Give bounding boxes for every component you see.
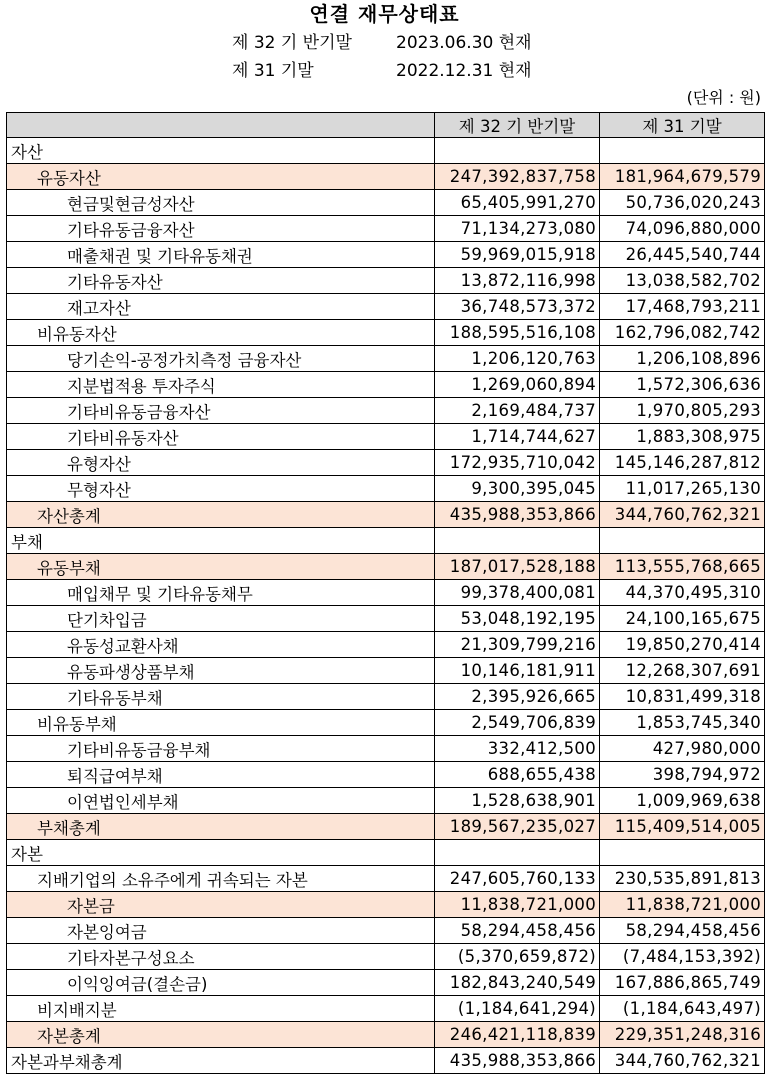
current-period-value: 435,988,353,866 — [435, 1048, 600, 1074]
previous-period-value: 1,206,108,896 — [600, 346, 765, 372]
row-label: 유동성교환사채 — [7, 632, 435, 658]
previous-period-value: 26,445,540,744 — [600, 242, 765, 268]
table-row — [7, 1022, 765, 1048]
table-row — [7, 1048, 765, 1074]
row-label: 기타비유동금융자산 — [7, 398, 435, 424]
previous-period-value: (7,484,153,392) — [600, 944, 765, 970]
previous-period-value: 113,555,768,665 — [600, 554, 765, 580]
previous-period-value — [600, 840, 765, 866]
table-row — [7, 866, 765, 892]
current-period-value: 247,392,837,758 — [435, 164, 600, 190]
table-row — [7, 684, 765, 710]
period-current: 제 32 기 반기말 — [232, 33, 352, 53]
previous-period-value: 398,794,972 — [600, 762, 765, 788]
table-row — [7, 814, 765, 840]
table-row — [7, 788, 765, 814]
previous-period-value — [600, 138, 765, 164]
previous-period-value: 167,886,865,749 — [600, 970, 765, 996]
row-label: 자본잉여금 — [7, 918, 435, 944]
row-label: 기타유동부채 — [7, 684, 435, 710]
row-label: 지배기업의 소유주에게 귀속되는 자본 — [7, 866, 435, 892]
balance-sheet-table — [6, 112, 765, 1074]
table-row — [7, 710, 765, 736]
row-label: 당기손익-공정가치측정 금융자산 — [7, 346, 435, 372]
current-period-value: 2,549,706,839 — [435, 710, 600, 736]
table-row — [7, 320, 765, 346]
previous-period-value — [600, 528, 765, 554]
row-label: 유동파생상품부채 — [7, 658, 435, 684]
previous-period-value: 162,796,082,742 — [600, 320, 765, 346]
previous-period-value: 44,370,495,310 — [600, 580, 765, 606]
table-row — [7, 190, 765, 216]
previous-period-value: 13,038,582,702 — [600, 268, 765, 294]
current-period-value: 172,935,710,042 — [435, 450, 600, 476]
row-label: 현금및현금성자산 — [7, 190, 435, 216]
previous-period-value: 19,850,270,414 — [600, 632, 765, 658]
current-period-value: 21,309,799,216 — [435, 632, 600, 658]
table-row — [7, 944, 765, 970]
header-previous-period: 제 31 기말 — [600, 113, 765, 138]
table-row — [7, 528, 765, 554]
previous-period-value: 181,964,679,579 — [600, 164, 765, 190]
table-row — [7, 840, 765, 866]
row-label: 매입채무 및 기타유동채무 — [7, 580, 435, 606]
current-period-value: 435,988,353,866 — [435, 502, 600, 528]
previous-period-value: 1,883,308,975 — [600, 424, 765, 450]
previous-period-value: 11,017,265,130 — [600, 476, 765, 502]
current-period-value: 1,206,120,763 — [435, 346, 600, 372]
table-row — [7, 736, 765, 762]
current-period-value: 13,872,116,998 — [435, 268, 600, 294]
current-period-value: 189,567,235,027 — [435, 814, 600, 840]
current-period-value: (1,184,641,294) — [435, 996, 600, 1022]
table-body — [7, 138, 765, 1074]
table-row — [7, 580, 765, 606]
current-period-value: 71,134,273,080 — [435, 216, 600, 242]
row-label: 자산총계 — [7, 502, 435, 528]
previous-period-value: 1,853,745,340 — [600, 710, 765, 736]
previous-period-value: 1,970,805,293 — [600, 398, 765, 424]
row-label: 이익잉여금(결손금) — [7, 970, 435, 996]
current-period-value: (5,370,659,872) — [435, 944, 600, 970]
date-previous: 2022.12.31 현재 — [396, 61, 532, 81]
current-period-value: 1,269,060,894 — [435, 372, 600, 398]
table-row — [7, 450, 765, 476]
row-label: 유동자산 — [7, 164, 435, 190]
row-label: 부채총계 — [7, 814, 435, 840]
row-label: 자본 — [7, 840, 435, 866]
previous-period-value: 427,980,000 — [600, 736, 765, 762]
previous-period-value: 11,838,721,000 — [600, 892, 765, 918]
current-period-value: 1,714,744,627 — [435, 424, 600, 450]
table-row — [7, 892, 765, 918]
row-label: 자본금 — [7, 892, 435, 918]
row-label: 기타유동금융자산 — [7, 216, 435, 242]
previous-period-value: 58,294,458,456 — [600, 918, 765, 944]
table-row — [7, 996, 765, 1022]
previous-period-value: 74,096,880,000 — [600, 216, 765, 242]
row-label: 이연법인세부채 — [7, 788, 435, 814]
current-period-value: 182,843,240,549 — [435, 970, 600, 996]
current-period-value: 188,595,516,108 — [435, 320, 600, 346]
current-period-value: 2,169,484,737 — [435, 398, 600, 424]
current-period-value — [435, 528, 600, 554]
table-row — [7, 398, 765, 424]
row-label: 재고자산 — [7, 294, 435, 320]
table-row — [7, 606, 765, 632]
previous-period-value: 1,009,969,638 — [600, 788, 765, 814]
previous-period-value: 145,146,287,812 — [600, 450, 765, 476]
row-label: 자본총계 — [7, 1022, 435, 1048]
current-period-value: 36,748,573,372 — [435, 294, 600, 320]
row-label: 기타비유동금융부채 — [7, 736, 435, 762]
current-period-value: 688,655,438 — [435, 762, 600, 788]
current-period-value: 2,395,926,665 — [435, 684, 600, 710]
current-period-value: 246,421,118,839 — [435, 1022, 600, 1048]
row-label: 비유동부채 — [7, 710, 435, 736]
table-row — [7, 372, 765, 398]
row-label: 지분법적용 투자주식 — [7, 372, 435, 398]
current-period-value: 247,605,760,133 — [435, 866, 600, 892]
current-period-value: 1,528,638,901 — [435, 788, 600, 814]
row-label: 자산 — [7, 138, 435, 164]
row-label: 비유동자산 — [7, 320, 435, 346]
table-row — [7, 970, 765, 996]
row-label: 기타비유동자산 — [7, 424, 435, 450]
previous-period-value: (1,184,643,497) — [600, 996, 765, 1022]
previous-period-value: 1,572,306,636 — [600, 372, 765, 398]
date-current: 2023.06.30 현재 — [396, 33, 532, 53]
table-row — [7, 502, 765, 528]
current-period-value: 9,300,395,045 — [435, 476, 600, 502]
table-row — [7, 476, 765, 502]
row-label: 유형자산 — [7, 450, 435, 476]
table-header-row — [7, 113, 765, 138]
table-row — [7, 164, 765, 190]
row-label: 매출채권 및 기타유동채권 — [7, 242, 435, 268]
row-label: 무형자산 — [7, 476, 435, 502]
previous-period-value: 115,409,514,005 — [600, 814, 765, 840]
current-period-value: 53,048,192,195 — [435, 606, 600, 632]
row-label: 유동부채 — [7, 554, 435, 580]
row-label: 단기차입금 — [7, 606, 435, 632]
period-previous: 제 31 기말 — [232, 61, 314, 81]
header-label-column — [7, 113, 435, 138]
row-label: 기타유동자산 — [7, 268, 435, 294]
table-row — [7, 554, 765, 580]
row-label: 자본과부채총계 — [7, 1048, 435, 1074]
current-period-value: 65,405,991,270 — [435, 190, 600, 216]
previous-period-value: 10,831,499,318 — [600, 684, 765, 710]
table-row — [7, 658, 765, 684]
table-row — [7, 138, 765, 164]
table-row — [7, 762, 765, 788]
table-row — [7, 242, 765, 268]
row-label: 부채 — [7, 528, 435, 554]
header-current-period: 제 32 기 반기말 — [435, 113, 600, 138]
current-period-value: 332,412,500 — [435, 736, 600, 762]
previous-period-value: 230,535,891,813 — [600, 866, 765, 892]
table-row — [7, 632, 765, 658]
previous-period-value: 24,100,165,675 — [600, 606, 765, 632]
table-row — [7, 294, 765, 320]
current-period-value: 58,294,458,456 — [435, 918, 600, 944]
previous-period-value: 344,760,762,321 — [600, 1048, 765, 1074]
unit-label: (단위 : 원) — [686, 88, 761, 107]
current-period-value: 187,017,528,188 — [435, 554, 600, 580]
current-period-value: 11,838,721,000 — [435, 892, 600, 918]
previous-period-value: 229,351,248,316 — [600, 1022, 765, 1048]
table-row — [7, 216, 765, 242]
table-row — [7, 268, 765, 294]
previous-period-value: 17,468,793,211 — [600, 294, 765, 320]
table-row — [7, 346, 765, 372]
statement-title: 연결 재무상태표 — [309, 2, 460, 26]
table-row — [7, 424, 765, 450]
current-period-value: 10,146,181,911 — [435, 658, 600, 684]
previous-period-value: 12,268,307,691 — [600, 658, 765, 684]
previous-period-value: 344,760,762,321 — [600, 502, 765, 528]
current-period-value — [435, 840, 600, 866]
table-row — [7, 918, 765, 944]
row-label: 퇴직급여부채 — [7, 762, 435, 788]
previous-period-value: 50,736,020,243 — [600, 190, 765, 216]
current-period-value: 99,378,400,081 — [435, 580, 600, 606]
row-label: 기타자본구성요소 — [7, 944, 435, 970]
row-label: 비지배지분 — [7, 996, 435, 1022]
current-period-value: 59,969,015,918 — [435, 242, 600, 268]
current-period-value — [435, 138, 600, 164]
